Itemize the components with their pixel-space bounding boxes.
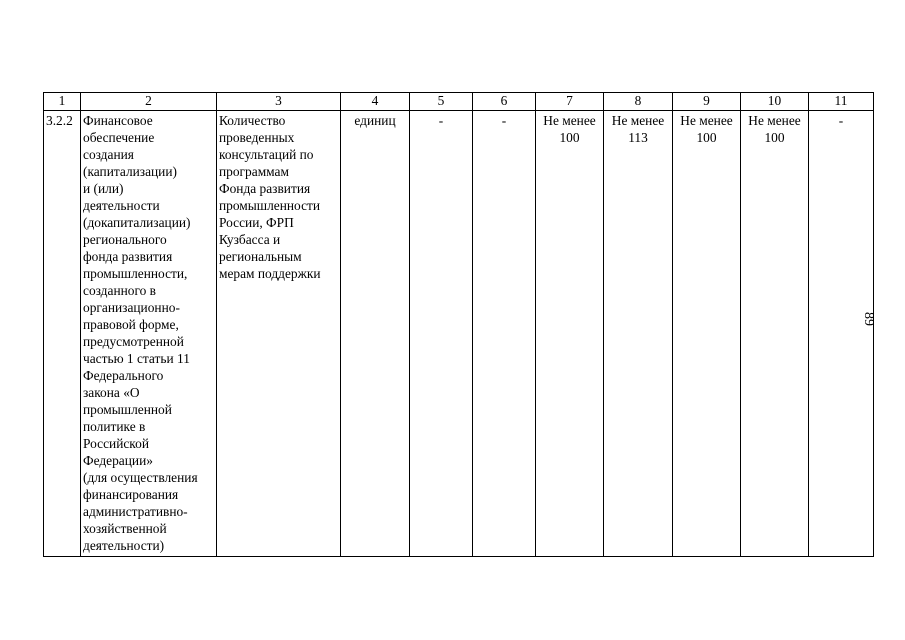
column-header-3: 3: [217, 93, 341, 111]
column-header-8: 8: [604, 93, 673, 111]
column-header-7: 7: [536, 93, 604, 111]
column-header-10: 10: [741, 93, 809, 111]
column-header-5: 5: [410, 93, 473, 111]
value-cell-5: -: [410, 111, 473, 557]
measure-name-cell: Финансовое обеспечение создания (капитализации) и (или) деятельности (докапитализации) регионального фонда развития промышленности, созданного в организационно- правовой форме, предусмотренной частью 1 статьи 11 Федерального закона «О промышленной политике в Российской Федерации» (для осуществления финансирования административно- хозяйственной деятельности): [81, 111, 217, 557]
unit-cell: единиц: [341, 111, 410, 557]
header-row: [44, 93, 874, 111]
value-cell-8: Не менее 113: [604, 111, 673, 557]
value-cell-7: Не менее 100: [536, 111, 604, 557]
row-number-cell: 3.2.2: [44, 111, 81, 557]
column-header-1: 1: [44, 93, 81, 111]
value-cell-6: -: [473, 111, 536, 557]
program-table: [43, 92, 874, 557]
value-cell-11: -: [809, 111, 874, 557]
column-header-2: 2: [81, 93, 217, 111]
page-number: 89: [861, 312, 876, 326]
column-header-9: 9: [673, 93, 741, 111]
table-row: [44, 111, 874, 557]
value-cell-10: Не менее 100: [741, 111, 809, 557]
indicator-cell: Количество проведенных консультаций по программам Фонда развития промышленности России, ФРП Кузбасса и региональным мерам поддержки: [217, 111, 341, 557]
column-header-6: 6: [473, 93, 536, 111]
column-header-11: 11: [809, 93, 874, 111]
column-header-4: 4: [341, 93, 410, 111]
value-cell-9: Не менее 100: [673, 111, 741, 557]
